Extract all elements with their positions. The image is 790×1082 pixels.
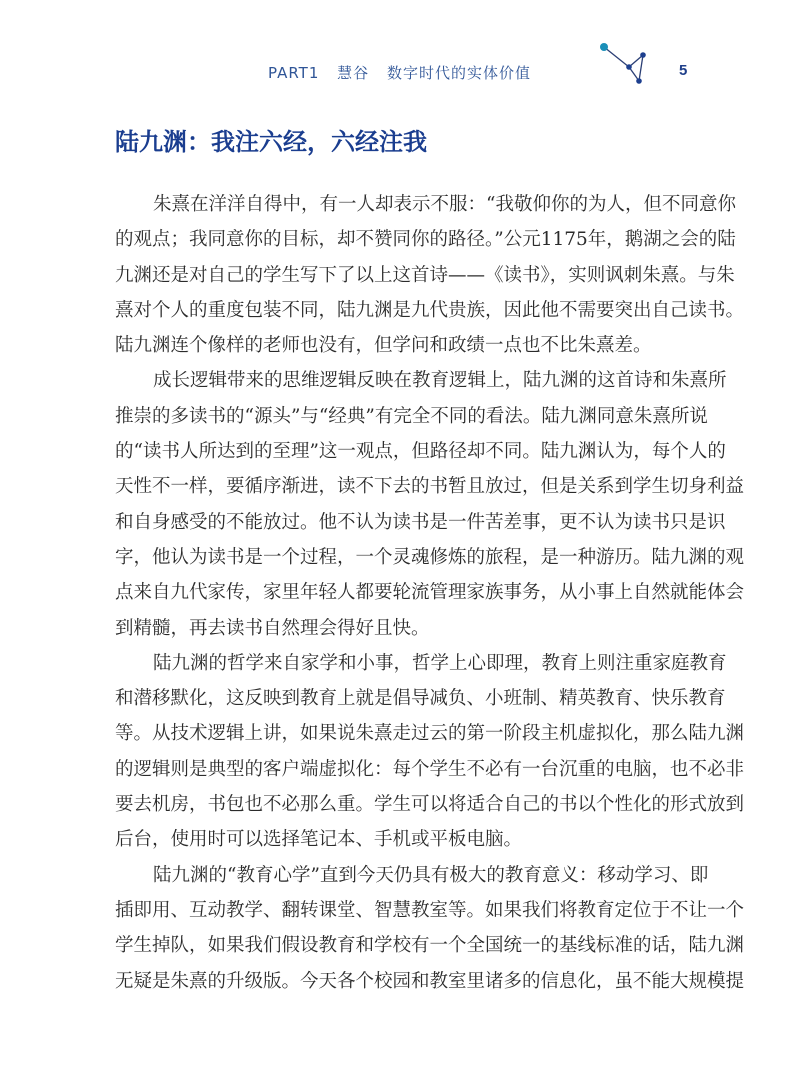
text-line: 九渊还是对自己的学生写下了以上这首诗——《读书》，实则讽刺朱熹。与朱 (115, 264, 735, 286)
text-line: 后台，使用时可以选择笔记本、手机或平板电脑。 (115, 829, 523, 851)
paragraph (115, 363, 745, 645)
header-part: PART1 (268, 64, 320, 82)
text-line: 要去机房，书包也不必那么重。学生可以将适合自己的书以个性化的形式放到 (115, 794, 745, 816)
constellation-network-icon (596, 40, 652, 90)
text-line: 的“读书人所达到的至理”这一观点，但路径却不同。陆九渊认为，每个人的 (115, 441, 726, 463)
text-line: 熹对个人的重度包装不同，陆九渊是九代贵族，因此他不需要突出自己读书。 (115, 299, 745, 321)
text-line: 和自身感受的不能放过。他不认为读书是一件苦差事，更不认为读书只是识 (115, 511, 726, 533)
text-line: 的逻辑则是典型的客户端虚拟化：每个学生不必有一台沉重的电脑，也不必非 (115, 758, 745, 780)
text-line: 学生掉队，如果我们假设教育和学校有一个全国统一的基线标准的话，陆九渊 (115, 935, 745, 957)
section-title: 陆九渊：我注六经，六经注我 (115, 128, 427, 156)
text-line: 朱熹在洋洋自得中，有一人却表示不服：“我敬仰你的为人，但不同意你 (153, 194, 736, 215)
text-line: 字，他认为读书是一个过程，一个灵魂修炼的旅程，是一种游历。陆九渊的观 (115, 546, 745, 568)
text-line: 天性不一样，要循序渐进，读不下去的书暂且放过，但是关系到学生切身利益 (115, 476, 745, 498)
paragraph (115, 646, 745, 858)
text-line: 成长逻辑带来的思维逻辑反映在教育逻辑上，陆九渊的这首诗和朱熹所 (153, 370, 727, 392)
text-line: 到精髓，再去读书自然理会得好且快。 (115, 617, 430, 639)
paragraph (115, 187, 745, 363)
paragraph (115, 858, 745, 999)
text-line: 点来自九代家传，家里年轻人都要轮流管理家族事务，从小事上自然就能体会 (115, 582, 745, 604)
text-line: 插即用、互动教学、翻转课堂、智慧教室等。如果我们将教育定位于不让一个 (115, 899, 745, 921)
header-section: 慧谷 (337, 64, 370, 82)
running-header (268, 62, 543, 83)
text-line: 的观点；我同意你的目标，却不赞同你的路径。”公元1175年，鹅湖之会的陆 (115, 229, 736, 251)
text-line: 陆九渊连个像样的老师也没有，但学问和政绩一点也不比朱熹差。 (115, 335, 652, 357)
text-line: 等。从技术逻辑上讲，如果说朱熹走过云的第一阶段主机虚拟化，那么陆九渊 (115, 723, 745, 745)
text-line: 无疑是朱熹的升级版。今天各个校园和教室里诸多的信息化，虽不能大规模提 (115, 970, 745, 992)
page-number: 5 (679, 62, 688, 79)
header-chapter: 数字时代的实体价值 (386, 64, 531, 82)
text-line: 陆九渊的“教育心学”直到今天仍具有极大的教育意义：移动学习、即 (153, 864, 709, 886)
text-line: 和潜移默化，这反映到教育上就是倡导减负、小班制、精英教育、快乐教育 (115, 688, 726, 710)
text-line: 陆九渊的哲学来自家学和小事，哲学上心即理，教育上则注重家庭教育 (153, 652, 727, 674)
body-text (115, 187, 745, 999)
text-line: 推崇的多读书的“源头”与“经典”有完全不同的看法。陆九渊同意朱熹所说 (115, 405, 708, 427)
